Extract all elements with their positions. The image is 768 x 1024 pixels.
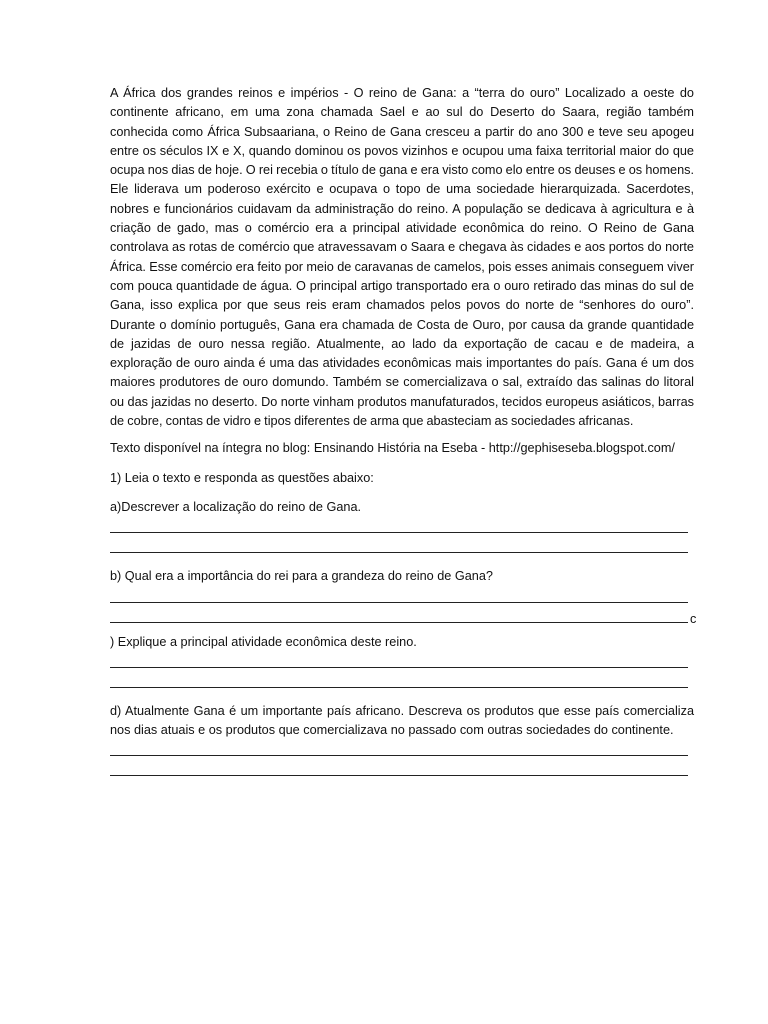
answer-line (110, 760, 688, 780)
answer-line (110, 652, 688, 672)
answer-line (110, 517, 688, 537)
question-a: a)Descrever a localização do reino de Gana. (110, 499, 362, 514)
answer-line (110, 672, 688, 692)
main-text-paragraph: A África dos grandes reinos e impérios - O reino de Gana: a “terra do ouro” Localizado a oeste do continente africano, em uma zona chamada Sael e ao sul do Deserto do Saara, região também conhecida como África Subsaariana, o Reino de Gana cresceu a partir do ano 300 e teve seu apogeu entre os séculos IX e X, quando dominou os povos vizinhos e ocupou uma faixa territorial maior do que ocupa nos dias de hoje. O rei recebia o título de gana e era visto como elo entre os deuses e os homens. Ele liderava um poderoso exército e ocupava o topo de uma sociedade hierarquizada. Sacerdotes, nobres e funcionários cuidavam da administração do reino. A população se dedicava à agricultura e à criação de gado, mas o comércio era a principal atividade econômica do reino. O Reino de Gana controlava as rotas de comércio que atravessavam o Saara e chegava às cidades e aos portos do norte África. Esse comércio era feito por meio de caravanas de camelos, pois esses animais conseguem viver com pouca quantidade de água. O principal artigo transportado era o ouro retirado das minas do sul de Gana, isso explica por que seus reis eram chamados pelos povos do norte de “senhores do ouro”. Durante o domínio português, Gana era chamada de Costa de Ouro, por causa da grande quantidade de jazidas de ouro nessa região. Atualmente, ao lado da exportação de cacau e de madeira, a exploração de ouro ainda é uma das atividades econômicas mais importantes do país. Gana é um dos maiores produtores de ouro domundo. Também se comercializava o sal, extraído das salinas do litoral ou das jazidas no deserto. Do norte vinham produtos manufaturados, tecidos europeus asiáticos, barras de cobre, contas de vidro e tipos diferentes de arma que abasteciam as sociedades africanas. (110, 86, 694, 429)
question-c: ) Explique a principal atividade econômica deste reino. (110, 634, 417, 649)
document-page (110, 84, 697, 780)
question-c-letter: c (690, 611, 697, 626)
answer-line (110, 740, 688, 760)
answer-line (110, 537, 688, 557)
question-d: d) Atualmente Gana é um importante país africano. Descreva os produtos que esse país comercializa nos dias atuais e os produtos que comercializava no passado com outras sociedades do continente. (110, 703, 694, 738)
exercise-instruction: 1) Leia o texto e responda as questões abaixo: (110, 470, 374, 485)
source-citation: Texto disponível na íntegra no blog: Ensinando História na Eseba - http://gephiseseba.blogspot.com/ (110, 441, 675, 456)
answer-line (110, 587, 688, 607)
question-b: b) Qual era a importância do rei para a grandeza do reino de Gana? (110, 569, 493, 584)
answer-line (110, 607, 697, 627)
